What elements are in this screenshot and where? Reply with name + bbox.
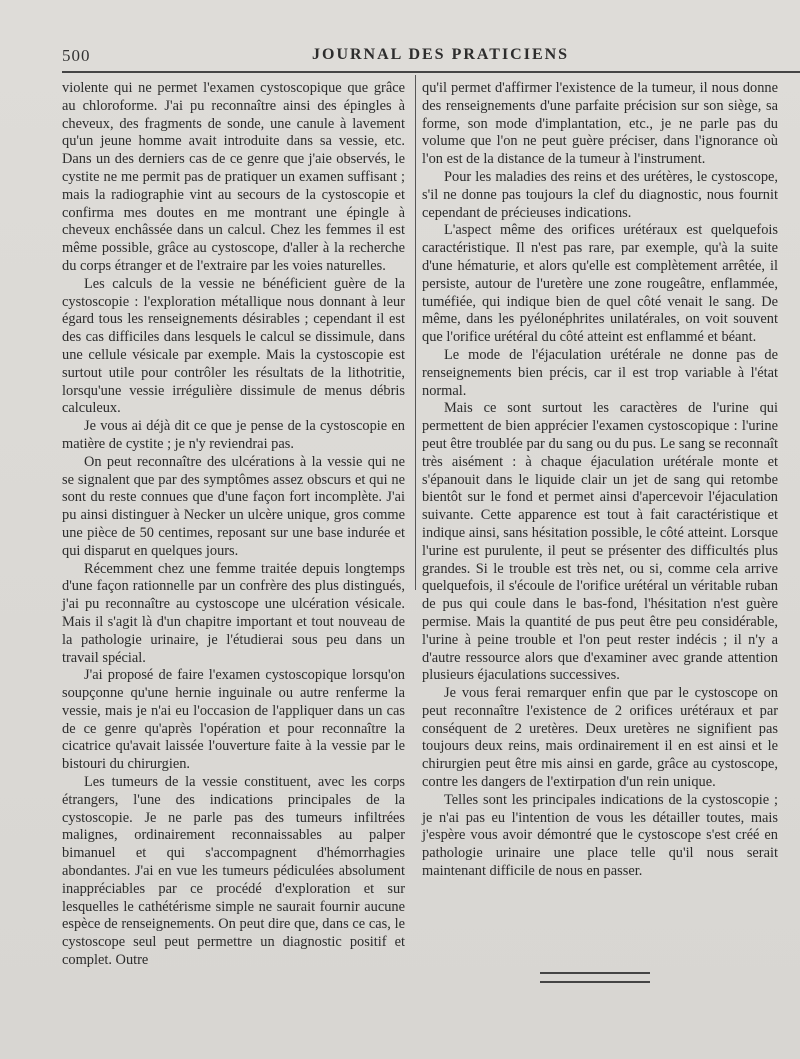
paragraph: violente qui ne permet l'examen cystoscopique que grâce au chloroforme. J'ai pu reconnaître ainsi des épingles à cheveux, des fragments de sonde, une canule à lavement qu'un jeune homme avait introduite dans sa vessie, etc. Dans un des derniers cas de ce genre que j'aie observés, le cystite ne me permit pas de pratiquer un examen suffisant ; mais la radiographie vint au secours de la cystoscopie et confirma mes doutes en me montrant une épingle à cheveux enchâssée dans un calcul. Chez les femmes il est même possible, grâce au cystoscope, d'aller à la recherche du corps étranger et de l'extraire par les voies naturelles.: [62, 80, 405, 274]
page-header: [62, 44, 800, 70]
paragraph: Récemment chez une femme traitée depuis longtemps d'une façon rationnelle par un confrère des plus distingués, j'ai pu reconnaître au cystoscope une ulcération vésicale. Mais il s'agit là d'un chapitre important et tout nouveau de la pathologie urinaire, je l'étudierai sous peu dans un travail spécial.: [62, 560, 405, 666]
paragraph: qu'il permet d'affirmer l'existence de la tumeur, il nous donne des renseignements d'une parfaite précision sur son siège, sa forme, son mode d'implantation, etc., je ne parle pas du volume que l'on ne peut guère préciser, dans l'ignorance où l'on est de la distance de la tumeur à l'instrument.: [422, 80, 778, 168]
paragraph: Le mode de l'éjaculation urétérale ne donne pas de renseignements bien précis, car il est trop variable à l'état normal.: [422, 346, 778, 399]
left-column: [62, 80, 405, 970]
paragraph: Pour les maladies des reins et des urétères, le cystoscope, s'il ne donne pas toujours la clef du diagnostic, nous fournit cependant de précieuses indications.: [422, 168, 778, 221]
paragraph: On peut reconnaître des ulcérations à la vessie qui ne se signalent que par des symptômes assez obscurs et qui ne sont du reste connues que d'une façon fort incomplète. J'ai pu ainsi distinguer à Necker un ulcère unique, gros comme une pièce de 50 centimes, reposant sur une base indurée et qui disparut en quelques jours.: [62, 453, 405, 559]
end-of-article-rule: [540, 972, 650, 983]
paragraph: Je vous ferai remarquer enfin que par le cystoscope on peut reconnaître l'existence de 2 orifices urétéraux et par conséquent de 2 uretères. Deux uretères ne signifient pas toujours deux reins, mais ordinairement il en est ainsi et le chirurgien peut être mis ainsi en garde, grâce au cystoscope, contre les dangers de l'extirpation d'un rein unique.: [422, 685, 778, 791]
journal-title: JOURNAL DES PRATICIENS: [312, 46, 570, 63]
paragraph: Telles sont les principales indications de la cystoscopie ; je n'ai pas eu l'intention de vous les détailler toutes, mais j'espère vous avoir démontré que le cystoscope s'est créé en pathologie urinaire une place telle qu'il nous serait maintenant difficile de nous en passer.: [422, 791, 778, 880]
paragraph: J'ai proposé de faire l'examen cystoscopique lorsqu'on soupçonne qu'une hernie inguinale ou autre renferme la vessie, mais je n'ai eu l'occasion de l'appliquer dans un cas de ce genre qu'après l'opération et pour reconnaître la cicatrice qu'avait laissée l'ouverture faite à la vessie par le bistouri du chirurgien.: [62, 667, 405, 773]
paragraph: Les tumeurs de la vessie constituent, avec les corps étrangers, l'une des indications principales de la cystoscopie. Je ne parle pas des tumeurs infiltrées malignes, ordinairement reconnaissables au palper bimanuel et qui s'accompagnent d'hémorrhagies abondantes. J'ai en vue les tumeurs pédiculées absolument inappréciables par ce procédé d'exploration et sur lesquelles le cathétérisme simple ne saurait fournir aucune espèce de renseignements. On peut dire que, dans ce cas, le cystoscope seul peut permettre un diagnostic positif et complet. Outre: [62, 774, 405, 969]
column-divider: [415, 75, 416, 590]
header-rule: [62, 71, 800, 73]
paragraph: Mais ce sont surtout les caractères de l'urine qui permettent de bien apprécier l'examen cystoscopique : l'urine peut être troublée par du sang ou du pus. Le sang se reconnaît très aisément : à chaque éjaculation urétérale monte et s'épanouit dans le liquide clair un jet de sang qui retombe bientôt sur le fond et permet ainsi d'apercevoir l'éjaculation suivante. Cette apparence est tout à fait caractéristique et indique ainsi, sans hésitation possible, le côté atteint. Lorsque l'urine est purulente, il peut se présenter des difficultés plus grandes. Si le trouble est très net, ou si, comme cela arrive quelquefois, il s'écoule de l'orifice urétéral un véritable ruban de pus qui coule dans le bas-fond, l'hésitation n'est guère permise. Mais la quantité de pus peut être peu considérable, l'urine à peine trouble et l'on peut rester indécis ; il n'y a d'autre ressource alors que d'examiner avec grande attention plusieurs éjaculations successives.: [422, 400, 778, 684]
paragraph: Les calculs de la vessie ne bénéficient guère de la cystoscopie : l'exploration métallique nous donnant à leur égard tous les renseignements désirables ; cependant il est des cas difficiles dans lesquels le calcul se dissimule, dans une cellule vésicale par exemple. Mais la cystoscopie est surtout utile pour contrôler les résultats de la lithotritie, lorsqu'une vessie irrégulière dissimule de menus débris calculeux.: [62, 275, 405, 417]
right-column: [422, 80, 778, 881]
paragraph: L'aspect même des orifices urétéraux est quelquefois caractéristique. Il n'est pas rare, par exemple, qu'à la suite d'une hématurie, et alors qu'elle est complètement arrêtée, il persiste, autour de l'uretère une zone rougeâtre, enflammée, tuméfiée, qui indique bien de quel côté venait le sang. De même, dans les pyélonéphrites unilatérales, on voit souvent que l'orifice urétéral du côté atteint est enflammé et béant.: [422, 222, 778, 346]
paragraph: Je vous ai déjà dit ce que je pense de la cystoscopie en matière de cystite ; je n'y reviendrai pas.: [62, 418, 405, 452]
page-number: 500: [62, 46, 91, 65]
